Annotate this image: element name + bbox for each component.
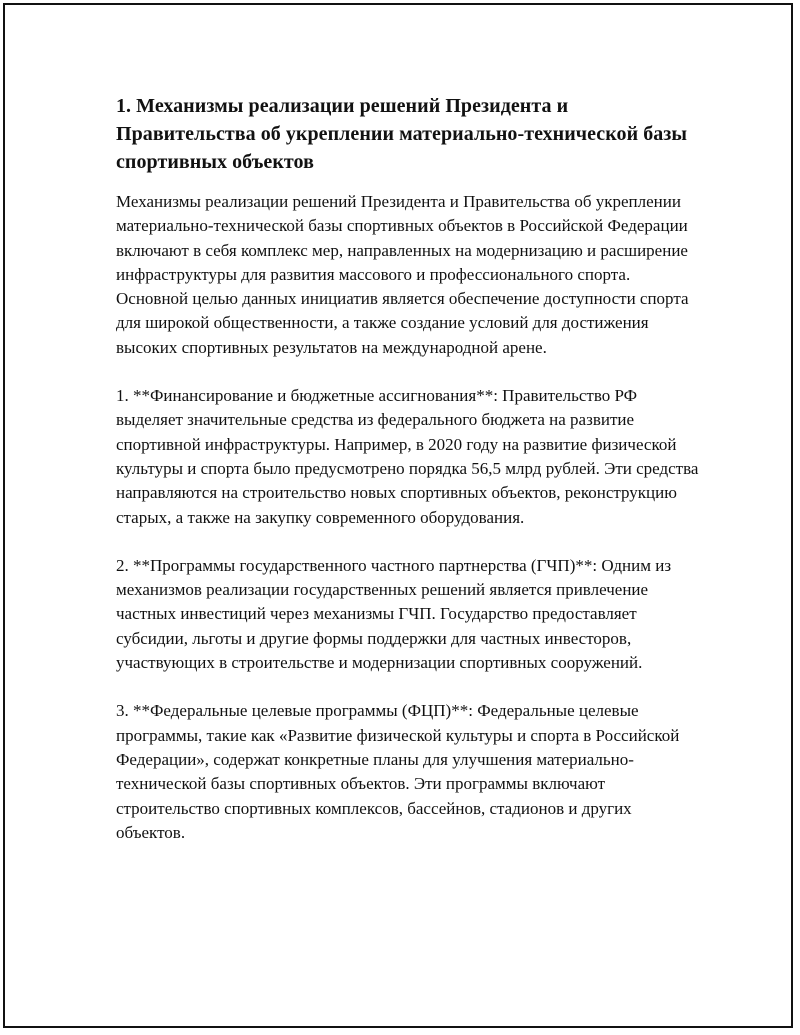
document-body [116,92,702,845]
federal-programs-paragraph: 3. **Федеральные целевые программы (ФЦП)**: Федеральные целевые программы, такие как «Развитие физической культуры и спорта в Российской Федерации», содержат конкретные планы для улучшения материально-технической базы спортивных объектов. Эти программы включают строительство спортивных комплексов, бассейнов, стадионов и других объектов. [116,701,680,842]
section-heading: 1. Механизмы реализации решений Президента и Правительства об укреплении материально-технической базы спортивных объектов [116,95,688,173]
intro-paragraph: Механизмы реализации решений Президента и Правительства об укреплении материально-технической базы спортивных объектов в Российской Федерации включают в себя комплекс мер, направленных на модернизацию и расширение инфраструктуры для развития массового и профессионального спорта. Основной целью данных инициатив является обеспечение доступности спорта для широкой общественности, а также создание условий для достижения высоких спортивных результатов на международной арене. [116,192,689,357]
ppp-paragraph: 2. **Программы государственного частного партнерства (ГЧП)**: Одним из механизмов реализации государственных решений является привлечение частных инвестиций через механизмы ГЧП. Государство предоставляет субсидии, льготы и другие формы поддержки для частных инвесторов, участвующих в строительстве и модернизации спортивных сооружений. [116,555,672,673]
financing-paragraph: 1. **Финансирование и бюджетные ассигнования**: Правительство РФ выделяет значительные средства из федерального бюджета на развитие спортивной инфраструктуры. Например, в 2020 году на развитие физической культуры и спорта было предусмотрено порядка 56,5 млрд рублей. Эти средства направляются на строительство новых спортивных объектов, реконструкцию старых, а также на закупку современного оборудования. [116,386,699,527]
